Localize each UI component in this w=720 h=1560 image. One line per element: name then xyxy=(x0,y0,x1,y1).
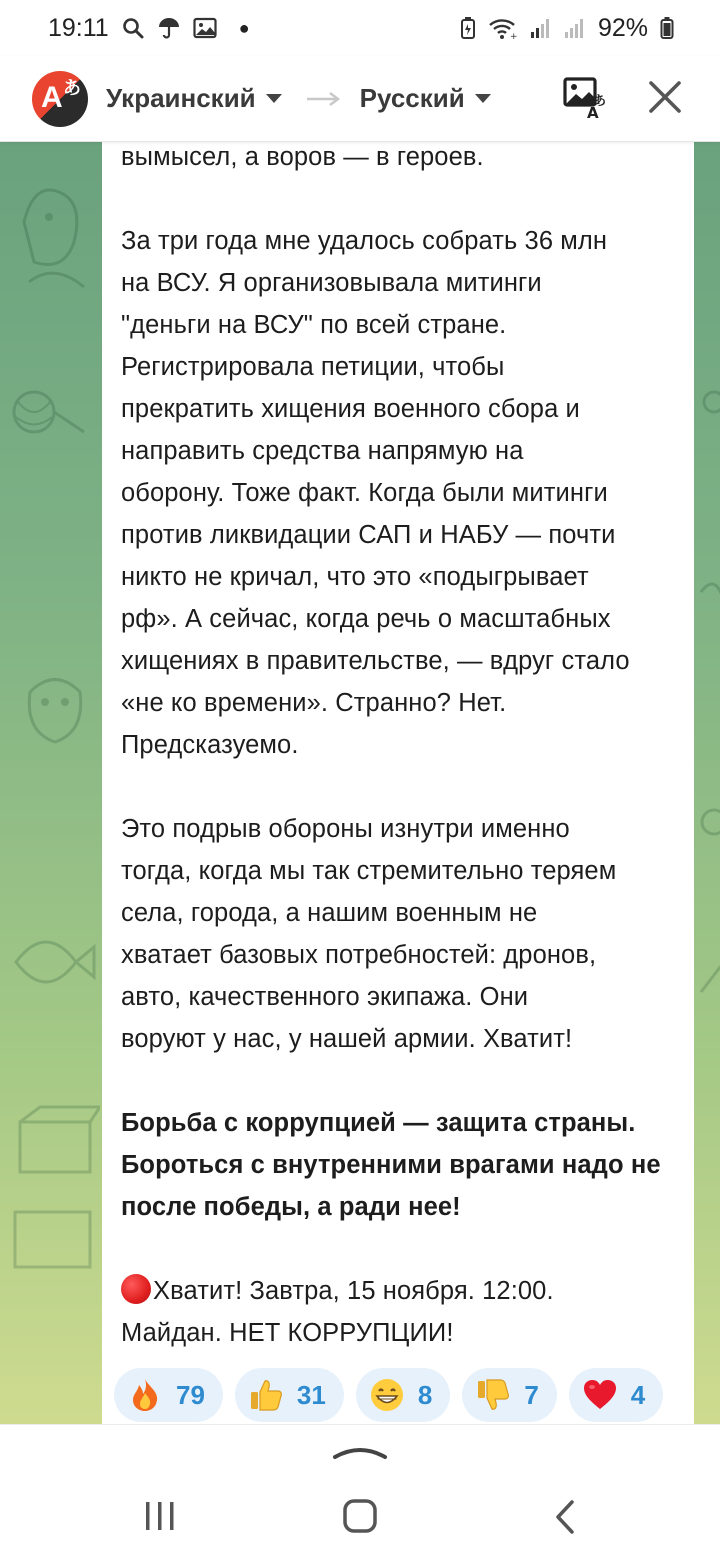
message-line: хищениях в правительстве, — вдруг стало xyxy=(121,647,630,675)
message-line: прекратить хищения военного сбора и xyxy=(121,395,580,423)
battery-icon xyxy=(660,16,674,40)
image-translate-icon xyxy=(562,76,610,120)
message-line: "деньги на ВСУ" по всей стране. xyxy=(121,311,507,339)
search-icon xyxy=(121,16,145,40)
message-line: авто, качественного экипажа. Они xyxy=(121,983,529,1011)
message-line: рф». А сейчас, когда речь о масштабных xyxy=(121,605,611,633)
expand-panel-button[interactable] xyxy=(332,1441,388,1466)
call-to-action-text: Хватит! Завтра, 15 ноября. 12:00. xyxy=(153,1277,554,1305)
reaction-fire[interactable] xyxy=(114,1368,223,1422)
source-language-dropdown[interactable] xyxy=(106,83,282,114)
message-line xyxy=(121,1270,676,1312)
source-language-label: Украинский xyxy=(106,83,256,113)
red-circle-icon xyxy=(121,1274,151,1304)
reaction-count: 4 xyxy=(630,1379,646,1410)
battery-saver-icon xyxy=(460,16,476,40)
battery-percent: 92% xyxy=(597,13,648,42)
notification-dot-icon: ● xyxy=(238,17,250,38)
reaction-count: 7 xyxy=(524,1379,539,1410)
gallery-icon xyxy=(193,17,217,39)
doodle-yarn-icon xyxy=(4,372,94,462)
doodle-cat-icon xyxy=(14,162,94,302)
message-line: Регистрировала петиции, чтобы xyxy=(121,353,505,381)
doodle-right-strip-icon xyxy=(696,342,720,1042)
target-language-label: Русский xyxy=(359,83,465,113)
reaction-thumbs-up[interactable] xyxy=(235,1368,344,1422)
message-line: оборону. Тоже факт. Когда были митинги xyxy=(121,479,608,507)
svg-text:あ: あ xyxy=(593,94,607,109)
recents-icon xyxy=(142,1499,178,1533)
message-line: тогда, когда мы так стремительно теряем xyxy=(121,857,617,885)
doodle-dog-icon xyxy=(20,662,90,782)
reaction-thumbs-down[interactable] xyxy=(462,1368,556,1422)
reaction-count: 8 xyxy=(417,1379,433,1410)
home-button[interactable] xyxy=(342,1499,378,1538)
svg-text:+: + xyxy=(509,32,518,40)
fire-icon xyxy=(128,1378,162,1412)
message-line: против ликвидации САП и НАБУ — почти xyxy=(121,521,616,549)
reaction-count: 31 xyxy=(296,1379,326,1410)
message-line: Майдан. НЕТ КОРРУПЦИИ! xyxy=(121,1319,454,1347)
logo-letter: A xyxy=(41,80,63,114)
thumbs-up-icon xyxy=(249,1378,283,1412)
message-line: никто не кричал, что это «подыгрывает xyxy=(121,563,589,591)
doodle-fish-icon xyxy=(6,902,96,1032)
message-line: на ВСУ. Я организовывала митинги xyxy=(121,269,542,297)
message-line: села, города, а нашим военным не xyxy=(121,899,538,927)
chevron-up-icon xyxy=(332,1441,388,1461)
chevron-down-icon xyxy=(266,94,282,103)
message-line: За три года мне удалось собрать 36 млн xyxy=(121,227,608,255)
logo-glyph: あ xyxy=(63,77,81,98)
message-bubble[interactable] xyxy=(102,142,694,1424)
reactions-bar xyxy=(114,1368,663,1422)
thumbs-down-icon xyxy=(476,1378,510,1412)
translate-header xyxy=(0,56,720,142)
signal-icon-1 xyxy=(530,16,552,40)
message-line: «не ко времени». Странно? Нет. xyxy=(121,689,507,717)
message-line: Это подрыв обороны изнутри именно xyxy=(121,815,570,843)
clock: 19:11 xyxy=(48,13,109,42)
message-line: Предсказуемо. xyxy=(121,731,299,759)
svg-text:A: A xyxy=(587,104,599,120)
message-line-partial: вымысел, а воров — в героев. xyxy=(121,143,484,171)
message-line-bold: Борьба с коррупцией — защита страны. xyxy=(121,1109,636,1137)
target-language-dropdown[interactable] xyxy=(360,83,491,114)
wifi-icon xyxy=(488,16,518,40)
back-icon xyxy=(550,1499,580,1535)
message-line: хватает базовых потребностей: дронов, xyxy=(121,941,597,969)
bottom-panel xyxy=(0,1424,720,1560)
message-line-bold: Бороться с внутренними врагами надо не xyxy=(121,1151,661,1179)
close-button[interactable] xyxy=(646,78,684,116)
close-icon xyxy=(646,78,684,116)
reaction-grinning[interactable] xyxy=(356,1368,450,1422)
doodle-box-icon xyxy=(10,1102,100,1282)
translate-image-button[interactable] xyxy=(562,76,610,120)
status-left xyxy=(48,14,250,43)
umbrella-icon xyxy=(157,16,181,40)
message-text xyxy=(121,142,676,1354)
back-button[interactable] xyxy=(550,1499,580,1540)
reaction-count: 79 xyxy=(176,1379,205,1410)
message-line: воруют у нас, у нашей армии. Хватит! xyxy=(121,1025,573,1053)
translator-logo xyxy=(32,71,88,127)
message-line: направить средства напрямую на xyxy=(121,437,524,465)
recent-apps-button[interactable] xyxy=(142,1499,178,1538)
arrow-right-icon xyxy=(306,91,340,107)
reaction-heart[interactable] xyxy=(569,1368,663,1422)
status-right xyxy=(460,14,674,43)
status-bar xyxy=(0,0,720,56)
signal-icon-2 xyxy=(564,16,586,40)
message-line-bold: после победы, а ради нее! xyxy=(121,1193,461,1221)
home-icon xyxy=(342,1499,378,1533)
grinning-face-icon xyxy=(370,1378,404,1412)
red-heart-icon xyxy=(583,1378,617,1412)
chevron-down-icon xyxy=(475,94,491,103)
